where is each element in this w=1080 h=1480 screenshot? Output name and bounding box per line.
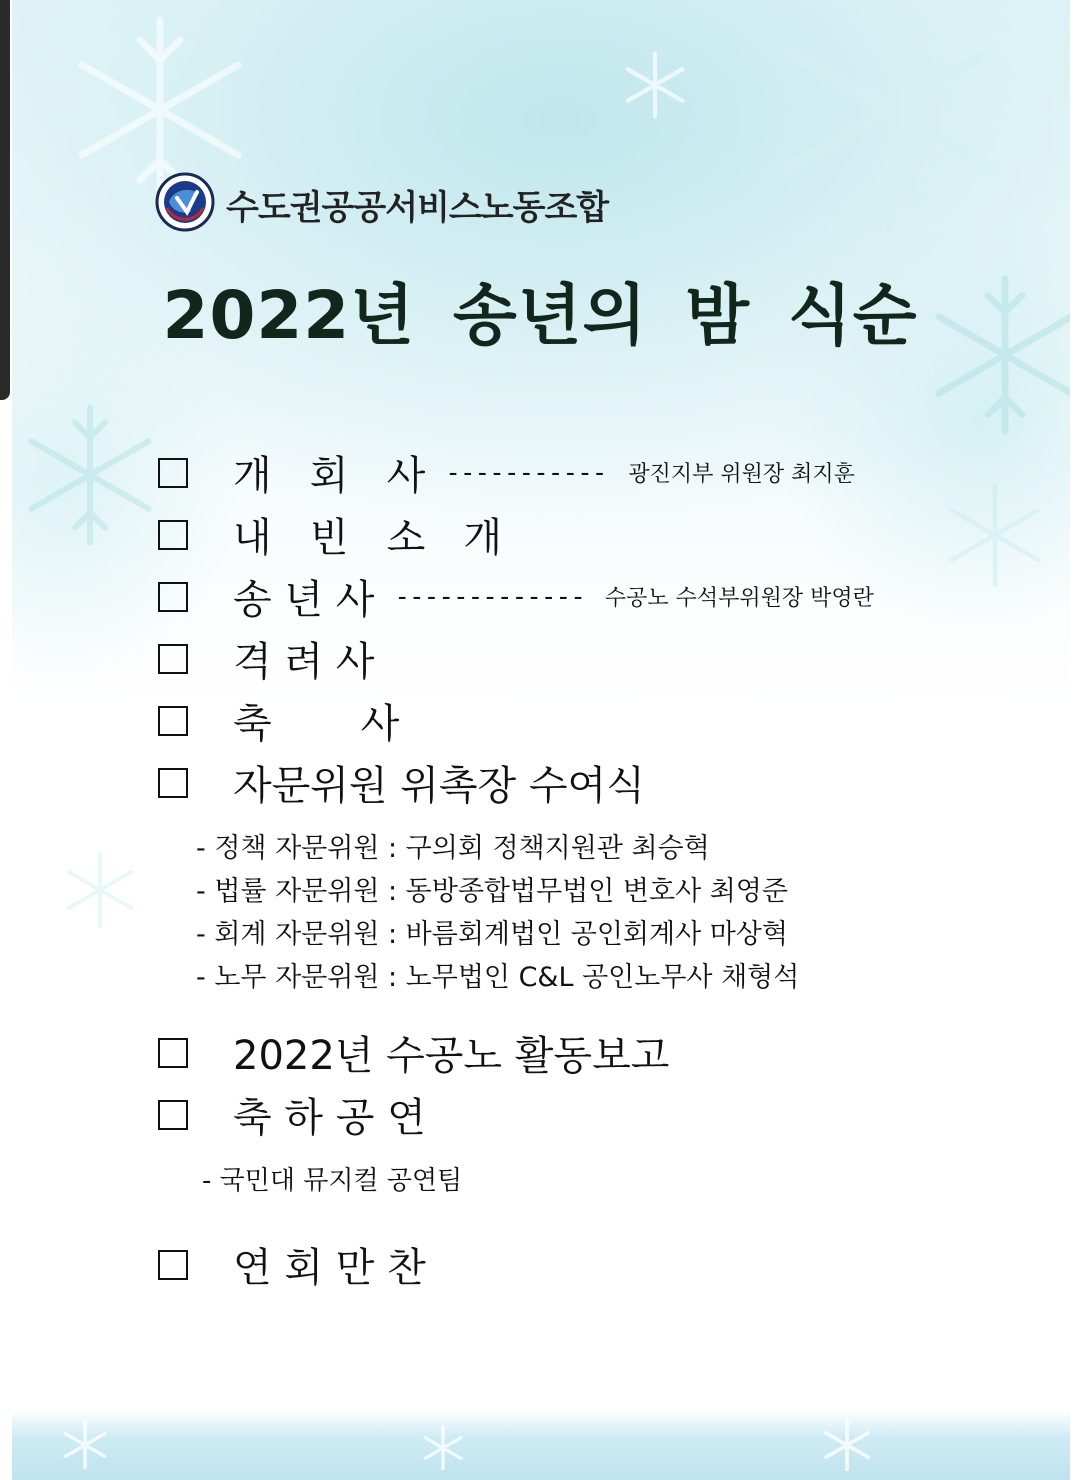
program-item: [158, 754, 645, 811]
empty-square-icon: [158, 520, 188, 550]
item-label: 축 하 공 연: [233, 1095, 426, 1141]
snowflake-icon: [620, 50, 690, 120]
item-label: 축 사: [233, 701, 400, 747]
program-item: [158, 1086, 426, 1143]
leader-dashes: -------------: [394, 581, 585, 612]
empty-square-icon: [158, 644, 188, 674]
empty-square-icon: [158, 582, 188, 612]
empty-square-icon: [158, 768, 188, 798]
empty-square-icon: [158, 1250, 188, 1280]
program-item: [158, 1236, 426, 1293]
advisor-entry: - 법률 자문위원 : 동방종합법무법인 변호사 최영준: [196, 876, 788, 907]
program-item: [158, 444, 855, 501]
advisor-entry: - 정책 자문위원 : 구의회 정책지원관 최승혁: [196, 833, 710, 864]
snowflake-icon: [940, 480, 1050, 590]
scroll-shadow: [0, 0, 10, 400]
empty-square-icon: [158, 1100, 188, 1130]
leader-dashes: -----------: [445, 457, 607, 488]
item-label: 개 회 사: [233, 453, 426, 499]
snowflake-icon: [15, 400, 165, 550]
item-label: 연 회 만 찬: [233, 1245, 426, 1291]
empty-square-icon: [158, 458, 188, 488]
item-label: 내 빈 소 개: [233, 515, 502, 561]
right-frame: [1070, 0, 1080, 1480]
item-label: 송 년 사: [233, 577, 375, 623]
advisor-entry: - 회계 자문위원 : 바름회계법인 공인회계사 마상혁: [196, 919, 788, 950]
organization-name: 수도권공공서비스노동조합: [226, 188, 609, 228]
snow-border: [12, 1410, 1070, 1480]
program-item: [158, 1024, 669, 1081]
program-item: [158, 692, 399, 749]
item-label: 2022년 수공노 활동보고: [233, 1033, 670, 1079]
snowflake-icon: [60, 1420, 110, 1470]
advisor-entry: - 노무 자문위원 : 노무법인 C&L 공인노무사 채형석: [196, 962, 800, 993]
item-label: 격 려 사: [233, 639, 375, 685]
snowflake-icon: [760, 0, 1020, 240]
empty-square-icon: [158, 706, 188, 736]
page-title: 2022년 송년의 밤 식순: [162, 277, 918, 354]
program-item: [158, 630, 374, 687]
performance-entry: - 국민대 뮤지컬 공연팀: [202, 1166, 463, 1196]
snowflake-icon: [820, 1418, 874, 1472]
union-emblem-icon: [155, 172, 215, 232]
program-item: [158, 568, 874, 625]
snowflake-icon: [420, 1425, 466, 1471]
item-label: 자문위원 위촉장 수여식: [233, 763, 645, 809]
speaker: 수공노 수석부위원장 박영란: [604, 586, 874, 611]
snowflake-icon: [60, 850, 140, 930]
speaker: 광진지부 위원장 최지훈: [628, 462, 855, 487]
program-item: [158, 506, 502, 563]
empty-square-icon: [158, 1038, 188, 1068]
